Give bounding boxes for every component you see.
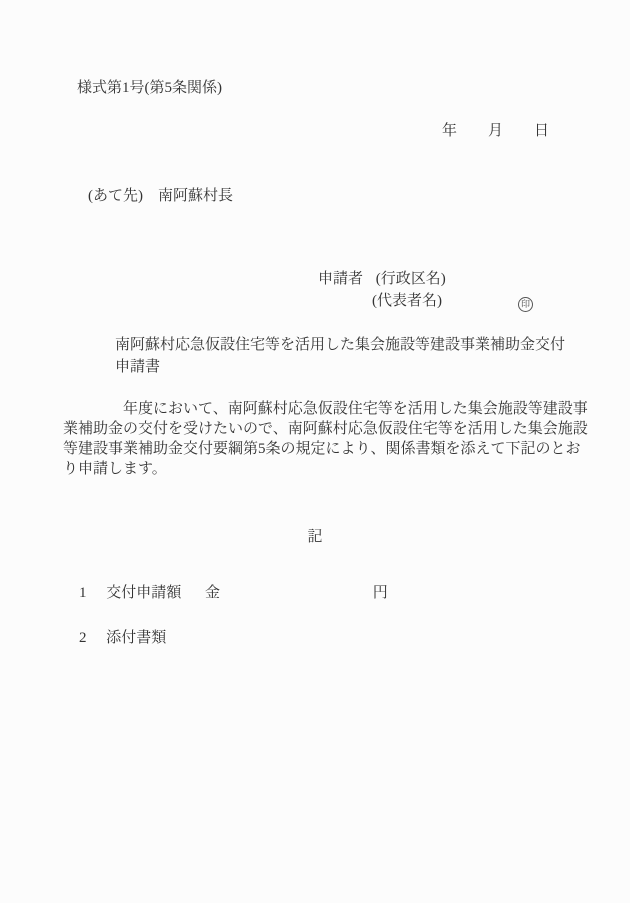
date-line xyxy=(442,121,549,141)
document-title xyxy=(115,334,585,378)
applicant-label: 申請者 xyxy=(318,271,364,287)
form-number: 様式第1号(第5条関係) xyxy=(77,80,222,96)
item-application-amount xyxy=(79,584,388,602)
representative-name-field: (代表者名) xyxy=(372,293,442,309)
date-month-label: 月 xyxy=(488,123,504,139)
body-paragraph-line: 業補助金の交付を受けたいので、南阿蘇村応急仮設住宅等を活用した集会施設 xyxy=(63,421,588,437)
record-heading: 記 xyxy=(307,529,323,545)
body-paragraph xyxy=(63,399,588,479)
item-number: 1 xyxy=(79,585,87,601)
item-number: 2 xyxy=(79,630,87,646)
date-year-label: 年 xyxy=(442,123,458,139)
applicant-row-district xyxy=(318,268,533,290)
body-paragraph-line: 等建設事業補助金交付要綱第5条の規定により、関係書類を添えて下記のとお xyxy=(63,441,581,457)
addressee-line: (あて先) 南阿蘇村長 xyxy=(88,188,233,204)
seal-icon: 印 xyxy=(518,297,533,312)
document-title-line2: 申請書 xyxy=(115,359,161,375)
body-paragraph-line: 年度において、南阿蘇村応急仮設住宅等を活用した集会施設等建設事 xyxy=(63,401,588,417)
item-label: 添付書類 xyxy=(106,630,167,646)
item-label: 交付申請額 xyxy=(106,585,182,601)
item-attached-documents xyxy=(79,629,166,647)
date-day-label: 日 xyxy=(534,123,550,139)
currency-suffix: 円 xyxy=(372,585,388,601)
district-name-field: (行政区名) xyxy=(375,271,446,287)
applicant-row-representative xyxy=(372,290,533,312)
body-paragraph-line: り申請します。 xyxy=(63,461,167,477)
document-title-line1: 南阿蘇村応急仮設住宅等を活用した集会施設等建設事業補助金交付 xyxy=(115,337,566,353)
currency-prefix: 金 xyxy=(205,585,221,601)
applicant-block xyxy=(318,268,533,312)
